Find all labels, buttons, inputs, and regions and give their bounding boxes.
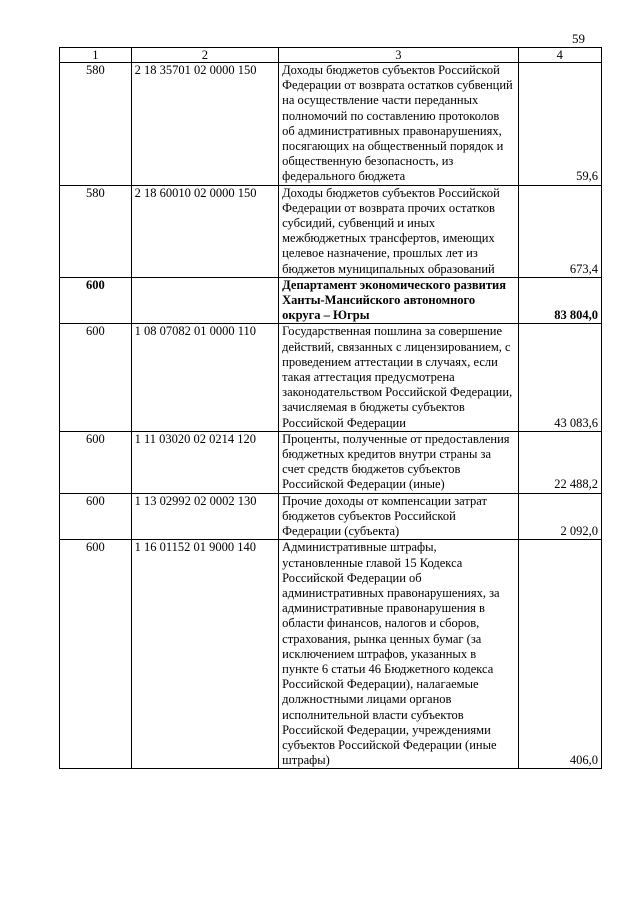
revenue-name-cell: Проценты, полученные от предоставления бюджетных кредитов внутри страны за счет средств бюджетов субъектов Российской Федерации (иные) <box>279 431 518 493</box>
table-row <box>60 493 602 540</box>
admin-code-cell: 600 <box>60 431 132 493</box>
column-header-4: 4 <box>518 48 601 63</box>
amount-cell: 22 488,2 <box>518 431 601 493</box>
admin-code-cell: 600 <box>60 540 132 769</box>
admin-code-cell: 600 <box>60 277 132 324</box>
table-row <box>60 63 602 186</box>
column-header-1: 1 <box>60 48 132 63</box>
amount-cell: 59,6 <box>518 63 601 186</box>
amount-cell: 43 083,6 <box>518 324 601 431</box>
admin-code-cell: 600 <box>60 324 132 431</box>
table-row <box>60 431 602 493</box>
revenue-code-cell: 1 16 01152 01 9000 140 <box>131 540 279 769</box>
revenue-name-cell: Доходы бюджетов субъектов Российской Федерации от возврата прочих остатков субсидий, субвенций и иных межбюджетных трансфертов, имеющих целевое назначение, прошлых лет из бюджетов муниципальных образований <box>279 185 518 277</box>
revenue-name-cell: Административные штрафы, установленные главой 15 Кодекса Российской Федерации об административных правонарушениях, за административные правонарушения в области финансов, налогов и сборов, страхования, рынка ценных бумаг (за исключением штрафов, указанных в пункте 6 статьи 46 Бюджетного кодекса Российской Федерации), налагаемые должностными лицами органов исполнительной власти субъектов Российской Федерации, учреждениями субъектов Российской Федерации (иные штрафы) <box>279 540 518 769</box>
revenue-name-cell: Прочие доходы от компенсации затрат бюджетов субъектов Российской Федерации (субъекта) <box>279 493 518 540</box>
revenue-name-cell: Доходы бюджетов субъектов Российской Федерации от возврата остатков субвенций на осуществление части переданных полномочий по составлению протоколов об административных правонарушениях, посягающих на общественный порядок и общественную безопасность, из федерального бюджета <box>279 63 518 186</box>
admin-code-cell: 600 <box>60 493 132 540</box>
revenue-code-cell: 1 11 03020 02 0214 120 <box>131 431 279 493</box>
column-header-2: 2 <box>131 48 279 63</box>
admin-code-cell: 580 <box>60 185 132 277</box>
department-total-cell: 83 804,0 <box>518 277 601 324</box>
revenue-table <box>59 47 602 769</box>
revenue-code-cell <box>131 277 279 324</box>
amount-cell: 673,4 <box>518 185 601 277</box>
amount-cell: 2 092,0 <box>518 493 601 540</box>
revenue-code-cell: 1 08 07082 01 0000 110 <box>131 324 279 431</box>
table-row <box>60 185 602 277</box>
table-header-row <box>60 48 602 63</box>
table-row-department <box>60 277 602 324</box>
revenue-code-cell: 2 18 35701 02 0000 150 <box>131 63 279 186</box>
department-name-cell: Департамент экономического развития Ханты-Мансийского автономного округа – Югры <box>279 277 518 324</box>
column-header-3: 3 <box>279 48 518 63</box>
amount-cell: 406,0 <box>518 540 601 769</box>
revenue-code-cell: 1 13 02992 02 0002 130 <box>131 493 279 540</box>
revenue-code-cell: 2 18 60010 02 0000 150 <box>131 185 279 277</box>
revenue-name-cell: Государственная пошлина за совершение действий, связанных с лицензированием, с проведением аттестации в случаях, если такая аттестация предусмотрена законодательством Российской Федерации, зачисляемая в бюджеты субъектов Российской Федерации <box>279 324 518 431</box>
admin-code-cell: 580 <box>60 63 132 186</box>
page-number: 59 <box>572 31 585 46</box>
table-row <box>60 540 602 769</box>
table-row <box>60 324 602 431</box>
